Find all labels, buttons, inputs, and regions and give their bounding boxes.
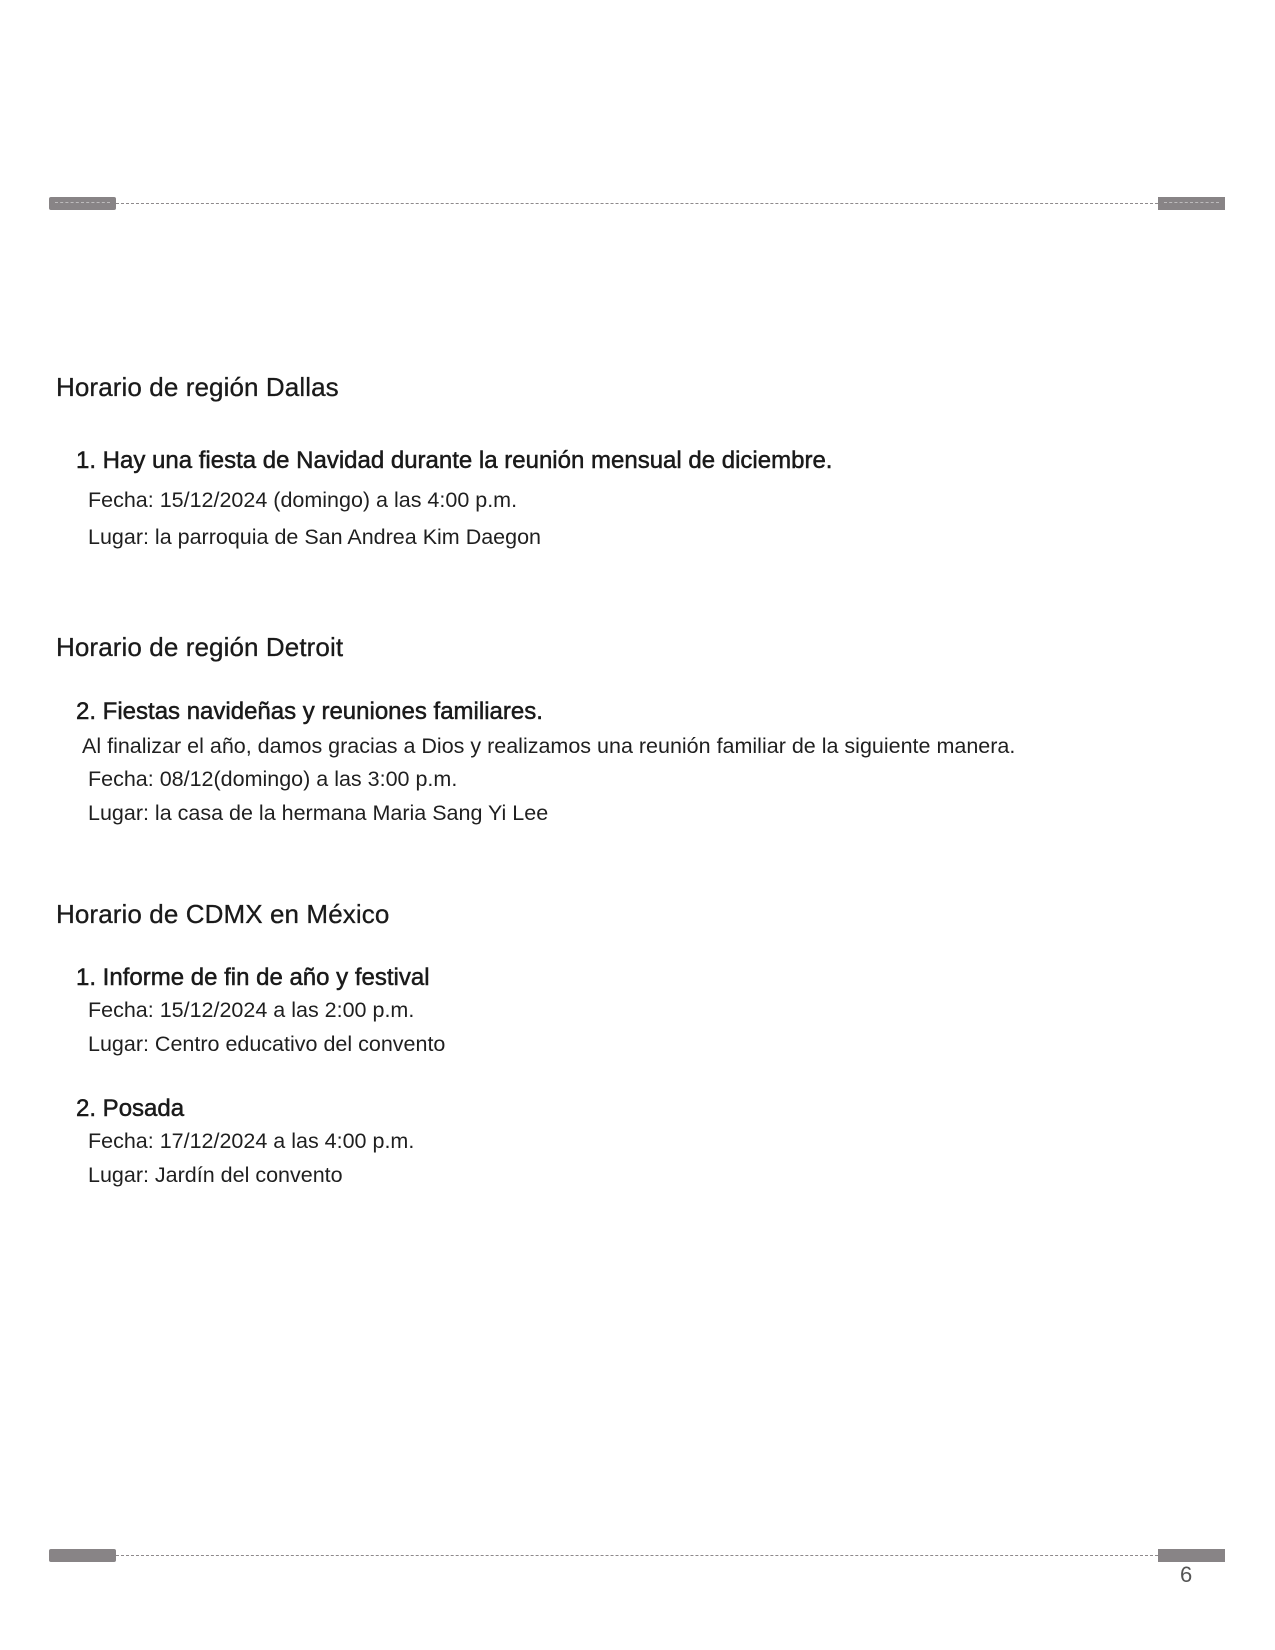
section-title-cdmx: Horario de CDMX en México bbox=[56, 899, 390, 929]
event-date: Fecha: 15/12/2024 a las 2:00 p.m. bbox=[88, 998, 415, 1022]
divider-cap-right bbox=[1158, 1549, 1225, 1562]
event-title: 1. Informe de fin de año y festival bbox=[76, 964, 430, 991]
top-divider bbox=[49, 194, 1225, 208]
event-title: 2. Fiestas navideñas y reuniones familiares. bbox=[76, 698, 543, 725]
divider-dashed-line bbox=[116, 1555, 1158, 1556]
divider-cap-right bbox=[1158, 197, 1225, 210]
event-date: Fecha: 08/12(domingo) a las 3:00 p.m. bbox=[88, 767, 458, 791]
section-title-detroit: Horario de región Detroit bbox=[56, 632, 344, 662]
divider-cap-left bbox=[49, 197, 116, 210]
page-number: 6 bbox=[1180, 1562, 1193, 1587]
event-date: Fecha: 15/12/2024 (domingo) a las 4:00 p.m. bbox=[88, 488, 518, 512]
event-location: Lugar: la parroquia de San Andrea Kim Daegon bbox=[88, 525, 542, 549]
event-title: 1. Hay una fiesta de Navidad durante la reunión mensual de diciembre. bbox=[76, 447, 833, 474]
divider-dashed-line bbox=[116, 203, 1158, 204]
divider-cap-left bbox=[49, 1549, 116, 1562]
event-location: Lugar: Centro educativo del convento bbox=[88, 1032, 446, 1056]
event-location: Lugar: Jardín del convento bbox=[88, 1163, 343, 1187]
bottom-divider bbox=[49, 1546, 1225, 1560]
event-date: Fecha: 17/12/2024 a las 4:00 p.m. bbox=[88, 1129, 415, 1153]
event-title: 2. Posada bbox=[76, 1095, 185, 1122]
section-title-dallas: Horario de región Dallas bbox=[56, 372, 339, 402]
event-location: Lugar: la casa de la hermana Maria Sang Yi Lee bbox=[88, 801, 549, 825]
event-intro: Al finalizar el año, damos gracias a Dios y realizamos una reunión familiar de la siguiente manera. bbox=[82, 734, 1016, 758]
